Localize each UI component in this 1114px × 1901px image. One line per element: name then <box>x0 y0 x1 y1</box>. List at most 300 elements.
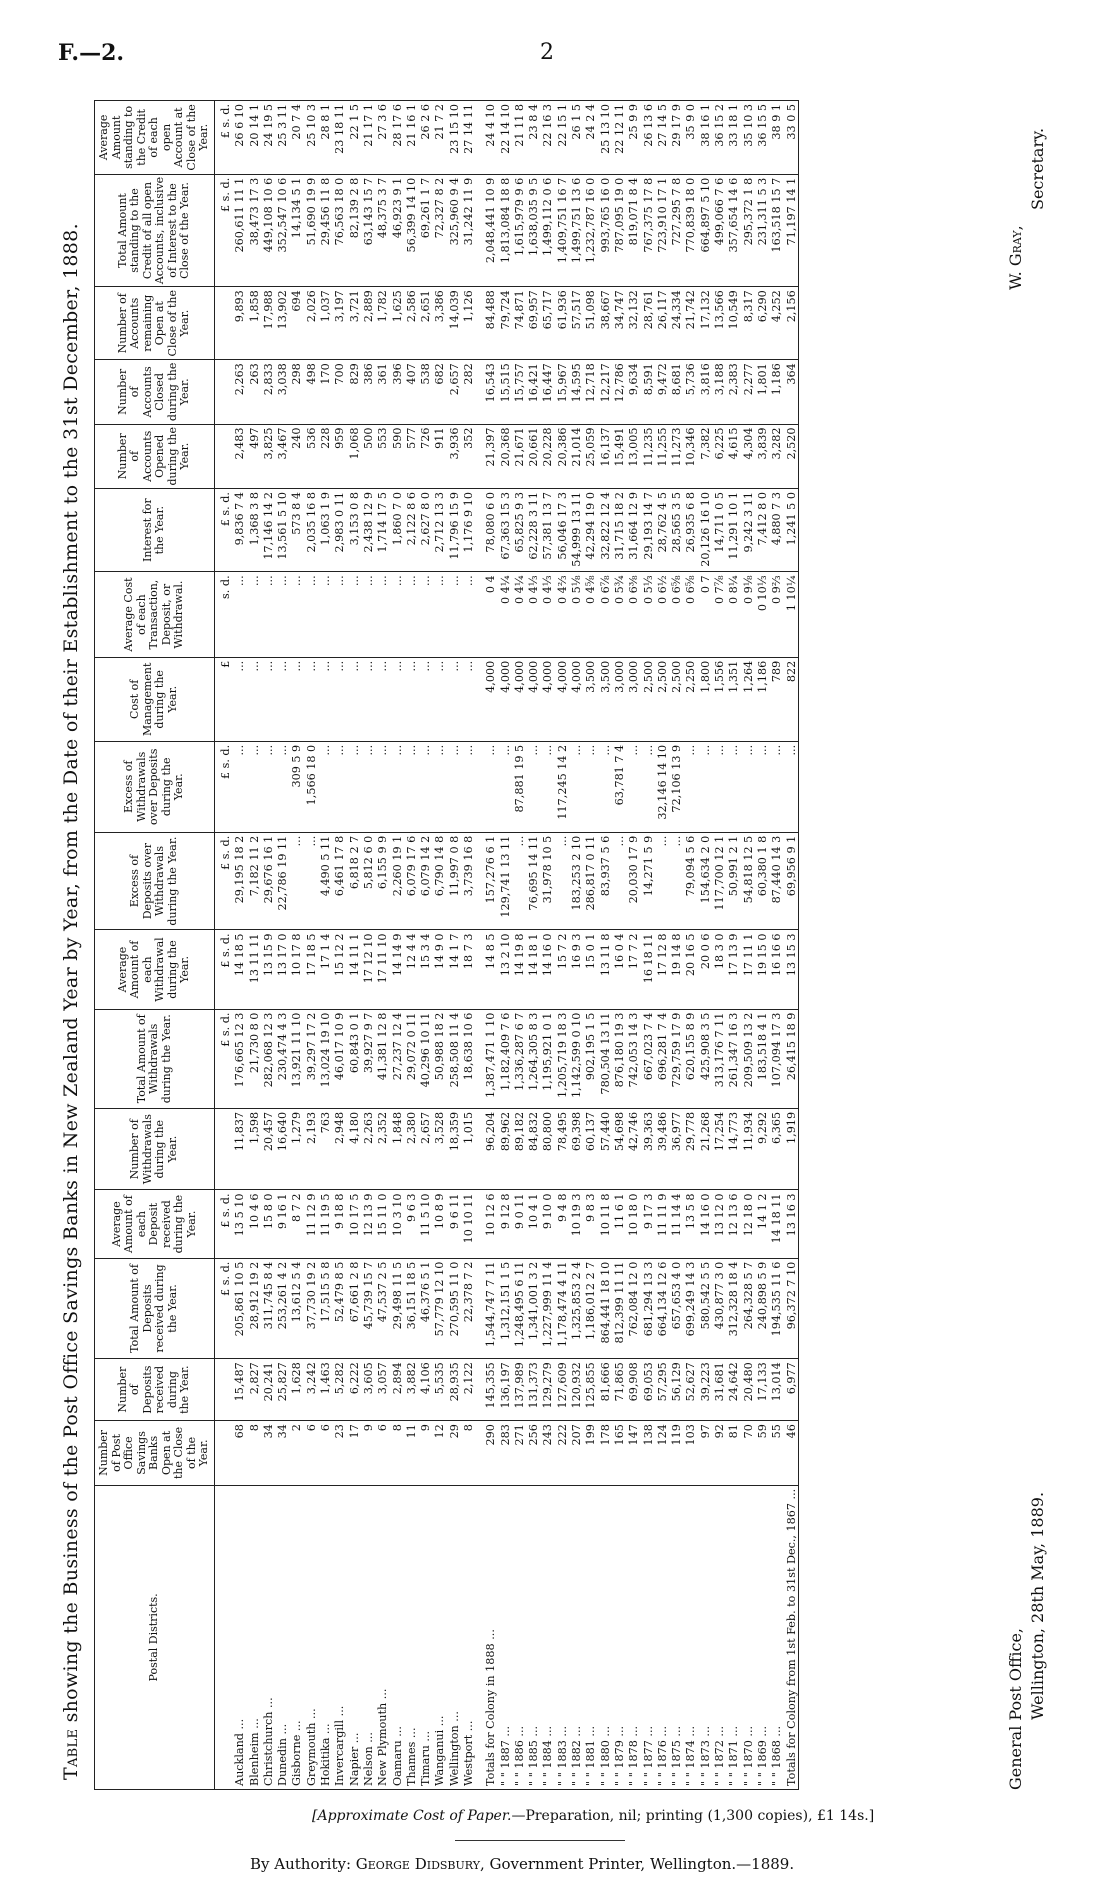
table-cell: 352,547 10 6 <box>276 174 290 286</box>
column-header: Cost of Management during the Year. <box>95 657 215 741</box>
table-cell: 29 <box>447 1421 461 1486</box>
table-cell: £ s. d. <box>214 1258 233 1359</box>
table-cell: 26 13 6 <box>641 101 655 175</box>
year-total-row <box>613 101 627 1790</box>
table-header <box>95 101 215 1790</box>
table-cell: 10 12 6 <box>484 1190 498 1258</box>
table-cell: 78,495 <box>555 1108 569 1190</box>
table-cell: ... <box>684 741 698 832</box>
year-total-row <box>655 101 669 1790</box>
table-cell: 7,412 8 0 <box>755 489 769 572</box>
table-cell: 39,927 9 7 <box>361 1009 375 1108</box>
table-cell: 69,957 <box>527 287 541 360</box>
table-cell: 1 10¼ <box>784 572 799 657</box>
table-cell: 69,908 <box>627 1359 641 1421</box>
table-cell: 2,948 <box>333 1108 347 1190</box>
table-cell: 31,715 18 2 <box>613 489 627 572</box>
table-cell: 26,935 6 8 <box>684 489 698 572</box>
table-cell: 13,566 <box>713 287 727 360</box>
table-cell: 425,908 3 5 <box>698 1009 712 1108</box>
table-cell: 657,653 4 0 <box>670 1258 684 1359</box>
table-cell: 12 18 0 <box>741 1190 755 1258</box>
table-cell: 3,816 <box>698 360 712 424</box>
table-cell: ... <box>404 741 418 832</box>
row-label: " " 1876 ... <box>655 1485 669 1789</box>
table-cell: 70 <box>741 1421 755 1486</box>
table-cell: 24,334 <box>670 287 684 360</box>
table-cell: 12 4 4 <box>404 930 418 1009</box>
table-cell: 11,997 0 8 <box>447 832 461 930</box>
year-total-row <box>713 101 727 1790</box>
year-total-row <box>727 101 741 1790</box>
table-cell: 38,473 17 3 <box>247 174 261 286</box>
table-cell: 10 18 0 <box>627 1190 641 1258</box>
table-cell: 9,634 <box>627 360 641 424</box>
table-cell: ... <box>304 657 318 741</box>
table-cell: 57,381 13 7 <box>541 489 555 572</box>
table-cell: 72,106 13 9 <box>670 741 684 832</box>
table-cell: 396 <box>390 360 404 424</box>
table-cell: 119 <box>670 1421 684 1486</box>
table-cell: 54,818 12 5 <box>741 832 755 930</box>
table-cell: ... <box>361 657 375 741</box>
table-cell: 763 <box>319 1108 333 1190</box>
table-cell: 1,714 17 5 <box>376 489 390 572</box>
table-cell: 3,500 <box>584 657 598 741</box>
table-cell: 129,741 13 11 <box>498 832 512 930</box>
table-cell: 12 <box>433 1421 447 1486</box>
table-cell: 34,747 <box>613 287 627 360</box>
table-cell: ... <box>333 657 347 741</box>
table-cell: 13 5 8 <box>684 1190 698 1258</box>
table-cell: 14 14 9 <box>390 930 404 1009</box>
table-cell: 28,565 3 5 <box>670 489 684 572</box>
table-cell: 4,252 <box>770 287 784 360</box>
table-cell: 2,889 <box>361 287 375 360</box>
table-cell: 11 5 10 <box>419 1190 433 1258</box>
table-cell: £ s. d. <box>214 930 233 1009</box>
table-cell: 2,250 <box>684 657 698 741</box>
authority-rest: , Government Printer, Wellington.—1889. <box>479 1855 795 1873</box>
table-cell: 2,586 <box>404 287 418 360</box>
table-cell: 17 18 5 <box>304 930 318 1009</box>
table-cell: 12,718 <box>584 360 598 424</box>
table-cell: 1,015 <box>462 1108 476 1190</box>
table-cell <box>214 1421 233 1486</box>
table-title-rest: showing the Business of the Post Office Savings Banks in New Zealand Year by Year, from the Date of their Establishment to the 31st December, 1888. <box>60 223 82 1729</box>
table-cell: 17,133 <box>755 1359 769 1421</box>
table-cell: 129,279 <box>541 1359 555 1421</box>
table-cell: 18,638 10 6 <box>462 1009 476 1108</box>
gap-cell <box>476 832 484 930</box>
table-cell: 15 0 1 <box>584 930 598 1009</box>
table-cell <box>214 1359 233 1421</box>
table-cell: 11,934 <box>741 1108 755 1190</box>
table-cell: 4,000 <box>555 657 569 741</box>
row-label: " " 1870 ... <box>741 1485 755 1789</box>
table-cell: ... <box>462 657 476 741</box>
table-cell: 253,261 4 2 <box>276 1258 290 1359</box>
table-cell: ... <box>641 741 655 832</box>
table-cell: 26,415 18 9 <box>784 1009 799 1108</box>
table-cell: 1,782 <box>376 287 390 360</box>
table-cell: 96,204 <box>484 1108 498 1190</box>
table-cell: 27 14 11 <box>462 101 476 175</box>
table-cell: 573 8 4 <box>290 489 304 572</box>
table-cell: 209,509 13 2 <box>741 1009 755 1108</box>
table-cell: ... <box>304 832 318 930</box>
table-cell: 2,035 16 8 <box>304 489 318 572</box>
table-cell: 124 <box>655 1421 669 1486</box>
table-cell: 20,126 16 10 <box>698 489 712 572</box>
row-label: " " 1885 ... <box>527 1485 541 1789</box>
table-cell: 1,186,012 2 7 <box>584 1258 598 1359</box>
table-cell: ... <box>755 741 769 832</box>
table-cell: 15,967 <box>555 360 569 424</box>
table-cell: 3,386 <box>433 287 447 360</box>
table-cell: 4,304 <box>741 424 755 489</box>
table-cell <box>214 1108 233 1190</box>
table-cell: 8,317 <box>741 287 755 360</box>
table-cell: ... <box>555 832 569 930</box>
table-cell: 21,671 <box>512 424 526 489</box>
table-cell: 103 <box>684 1421 698 1486</box>
table-cell: £ s. d. <box>214 174 233 286</box>
table-cell: 67,363 15 3 <box>498 489 512 572</box>
table-cell: ... <box>419 572 433 657</box>
table-cell: 25 9 9 <box>627 101 641 175</box>
table-cell: 22 16 3 <box>541 101 555 175</box>
table-cell: 9 17 3 <box>641 1190 655 1258</box>
table-cell: 264,328 5 7 <box>741 1258 755 1359</box>
table-cell: 667,023 7 4 <box>641 1009 655 1108</box>
table-cell: ... <box>447 657 461 741</box>
table-cell: 117,700 12 1 <box>713 832 727 930</box>
table-cell: 14 1 2 <box>755 1190 769 1258</box>
table-cell: 17 13 9 <box>727 930 741 1009</box>
table-cell: 8,681 <box>670 360 684 424</box>
table-cell: 386 <box>361 360 375 424</box>
table-cell: ... <box>276 741 290 832</box>
table-cell: ... <box>276 572 290 657</box>
table-cell: 17 11 10 <box>376 930 390 1009</box>
table-cell: 25 10 3 <box>304 101 318 175</box>
table-cell: 1,409,751 16 7 <box>555 174 569 286</box>
row-label: Westport ... <box>462 1485 476 1789</box>
district-row <box>361 101 375 1790</box>
table-cell: 24,642 <box>727 1359 741 1421</box>
table-cell: 283 <box>498 1421 512 1486</box>
district-row <box>333 101 347 1790</box>
table-cell: 0 6⅞ <box>598 572 612 657</box>
table-cell: 9,472 <box>655 360 669 424</box>
table-cell: 1,860 7 0 <box>390 489 404 572</box>
table-cell: 207 <box>570 1421 584 1486</box>
table-cell: 1,341,001 3 2 <box>527 1258 541 1359</box>
table-cell: 1,063 1 9 <box>319 489 333 572</box>
table-cell: 87,881 19 5 <box>512 741 526 832</box>
row-label: New Plymouth ... <box>376 1485 390 1789</box>
row-label: Gisborne ... <box>290 1485 304 1789</box>
column-header: Postal Districts. <box>95 1485 215 1789</box>
gap-cell <box>476 1009 484 1108</box>
table-cell: 2,651 <box>419 287 433 360</box>
table-cell: 15,487 <box>233 1359 247 1421</box>
divider-rule <box>455 1840 625 1841</box>
table-cell: 12,786 <box>613 360 627 424</box>
table-cell: 11,273 <box>670 424 684 489</box>
table-cell: 4,000 <box>498 657 512 741</box>
table-cell: 36 15 5 <box>755 101 769 175</box>
table-cell: 8 <box>247 1421 261 1486</box>
table-title-word: Table <box>60 1728 82 1780</box>
table-cell: ... <box>613 832 627 930</box>
table-cell: 15 12 2 <box>333 930 347 1009</box>
table-cell: 13 16 3 <box>784 1190 799 1258</box>
table-cell: 0 9⅔ <box>770 572 784 657</box>
table-cell: 5,812 6 0 <box>361 832 375 930</box>
table-cell: 11,255 <box>655 424 669 489</box>
table-cell: 726 <box>419 424 433 489</box>
table-cell: 309 5 9 <box>290 741 304 832</box>
table-cell: 2,500 <box>670 657 684 741</box>
table-cell: 12,217 <box>598 360 612 424</box>
table-cell: 51,098 <box>584 287 598 360</box>
column-header: Average Cost of each Transaction, Deposit, or Withdrawal. <box>95 572 215 657</box>
office-line-1: General Post Office, <box>1006 1627 1025 1790</box>
table-cell: 2,833 <box>261 360 275 424</box>
table-cell: ... <box>290 657 304 741</box>
table-cell: 1,186 <box>755 657 769 741</box>
table-cell: 1,232,787 16 0 <box>584 174 598 286</box>
table-cell: 0 4⅝ <box>584 572 598 657</box>
table-cell: ... <box>598 741 612 832</box>
table-cell: 14,271 5 9 <box>641 832 655 930</box>
table-cell: 16 0 4 <box>613 930 627 1009</box>
table-cell: 35 9 0 <box>684 101 698 175</box>
row-label <box>214 1485 233 1789</box>
table-cell: 18 3 0 <box>713 930 727 1009</box>
table-cell: £ s. d. <box>214 1190 233 1258</box>
district-row <box>376 101 390 1790</box>
table-cell: 261,347 16 3 <box>727 1009 741 1108</box>
signer-title: Secretary. <box>1028 127 1047 210</box>
initial-period-total-row <box>784 101 799 1790</box>
column-header: Excess of Withdrawals over Deposits during the Year. <box>95 741 215 832</box>
table-cell: 2,277 <box>741 360 755 424</box>
table-cell: 14,039 <box>447 287 461 360</box>
table-cell: 2,657 <box>419 1108 433 1190</box>
table-cell: 15,491 <box>613 424 627 489</box>
table-cell: 54,698 <box>613 1108 627 1190</box>
row-label: " " 1883 ... <box>555 1485 569 1789</box>
table-cell: 681,294 13 3 <box>641 1258 655 1359</box>
table-cell: ... <box>512 832 526 930</box>
table-cell: 31,242 11 9 <box>462 174 476 286</box>
table-cell: 51,690 19 9 <box>304 174 318 286</box>
table-cell: 81,666 <box>598 1359 612 1421</box>
table-cell: 1,499,751 13 6 <box>570 174 584 286</box>
table-cell: 6,461 17 8 <box>333 832 347 930</box>
table-cell: 0 5¾ <box>613 572 627 657</box>
table-cell: 16 16 6 <box>770 930 784 1009</box>
table-cell: 120,932 <box>570 1359 584 1421</box>
gap-cell <box>476 657 484 741</box>
table-cell: 9 <box>361 1421 375 1486</box>
table-cell: 449,108 10 6 <box>261 174 275 286</box>
table-cell: ... <box>361 572 375 657</box>
table-cell: 24 2 4 <box>584 101 598 175</box>
table-cell: 2,712 13 3 <box>433 489 447 572</box>
table-cell: 1,325,853 2 4 <box>570 1258 584 1359</box>
table-cell: 39,486 <box>655 1108 669 1190</box>
table-cell: 14 19 8 <box>512 930 526 1009</box>
table-cell: 6,225 <box>713 424 727 489</box>
table-cell: 21 16 1 <box>404 101 418 175</box>
table-cell: 63,143 15 7 <box>361 174 375 286</box>
row-label: " " 1880 ... <box>598 1485 612 1789</box>
year-total-row <box>598 101 612 1790</box>
printer-authority <box>250 1855 794 1873</box>
table-cell: ... <box>655 832 669 930</box>
gap-cell <box>476 741 484 832</box>
table-cell: 21,014 <box>570 424 584 489</box>
table-cell: ... <box>627 741 641 832</box>
row-label: " " 1868 ... <box>770 1485 784 1789</box>
table-cell: 76,695 14 11 <box>527 832 541 930</box>
year-total-row <box>755 101 769 1790</box>
table-cell: 84,488 <box>484 287 498 360</box>
table-cell: 11,291 10 1 <box>727 489 741 572</box>
table-cell: 69,956 9 1 <box>784 832 799 930</box>
row-label: Nelson ... <box>361 1485 375 1789</box>
table-cell: 81 <box>727 1421 741 1486</box>
table-cell: 9 16 1 <box>276 1190 290 1258</box>
table-cell: 6 <box>319 1421 333 1486</box>
table-cell: 2,627 8 0 <box>419 489 433 572</box>
table-cell: 36,151 18 5 <box>404 1258 418 1359</box>
table-cell: 26 1 5 <box>570 101 584 175</box>
table-cell: ... <box>484 741 498 832</box>
table-cell: 6,977 <box>784 1359 799 1421</box>
year-total-row <box>541 101 555 1790</box>
table-cell: 20 0 6 <box>698 930 712 1009</box>
table-cell: 21,268 <box>698 1108 712 1190</box>
table-cell: 1,387,471 1 10 <box>484 1009 498 1108</box>
table-cell: 3,282 <box>770 424 784 489</box>
table-cell: 3,467 <box>276 424 290 489</box>
table-cell: 10,346 <box>684 424 698 489</box>
table-cell: 2,483 <box>233 424 247 489</box>
table-cell: 67,661 2 8 <box>347 1258 361 1359</box>
table-cell: 1,312,151 1 5 <box>498 1258 512 1359</box>
table-cell: 3,882 <box>404 1359 418 1421</box>
table-cell: 8 7 2 <box>290 1190 304 1258</box>
table-cell: 1,463 <box>319 1359 333 1421</box>
table-cell: 15,515 <box>498 360 512 424</box>
table-cell: 313,176 7 11 <box>713 1009 727 1108</box>
table-cell: 0 6⅜ <box>627 572 641 657</box>
table-cell: 205,861 10 5 <box>233 1258 247 1359</box>
table-cell: 17,146 14 2 <box>261 489 275 572</box>
table-cell: 183,518 4 1 <box>755 1009 769 1108</box>
table-cell: 10 3 10 <box>390 1190 404 1258</box>
table-cell: 959 <box>333 424 347 489</box>
row-label: Wellington ... <box>447 1485 461 1789</box>
row-label: Christchurch ... <box>261 1485 275 1789</box>
table-body <box>214 101 799 1790</box>
table-cell: 39,223 <box>698 1359 712 1421</box>
table-cell: 500 <box>361 424 375 489</box>
column-header-row <box>95 101 215 1790</box>
table-cell: ... <box>247 572 261 657</box>
table-cell: 430,877 3 0 <box>713 1258 727 1359</box>
table-cell: 1,176 9 10 <box>462 489 476 572</box>
table-cell: ... <box>247 657 261 741</box>
table-cell: ... <box>347 657 361 741</box>
table-cell: 14,711 0 5 <box>713 489 727 572</box>
table-cell: 42,746 <box>627 1108 641 1190</box>
table-cell: 1,544,747 7 11 <box>484 1258 498 1359</box>
table-cell: 2,500 <box>655 657 669 741</box>
signer-name: W. Gray, <box>1006 225 1025 290</box>
table-cell: 21,397 <box>484 424 498 489</box>
row-label: " " 1871 ... <box>727 1485 741 1789</box>
column-header: Average Amount standing to the Credit of each open Account at Close of the Year. <box>95 101 215 175</box>
row-label: " " 1869 ... <box>755 1485 769 1789</box>
table-cell: 17 12 8 <box>655 930 669 1009</box>
table-cell: 71,865 <box>613 1359 627 1421</box>
table-cell: 13,005 <box>627 424 641 489</box>
table-cell: 1,566 18 0 <box>304 741 318 832</box>
table-cell: ... <box>419 657 433 741</box>
table-cell: 10 4 6 <box>247 1190 261 1258</box>
table-cell: ... <box>419 741 433 832</box>
table-cell: 14 11 1 <box>347 930 361 1009</box>
table-cell: 17 <box>347 1421 361 1486</box>
row-label: Blenheim ... <box>247 1485 261 1789</box>
table-cell: ... <box>319 741 333 832</box>
table-cell: 14 18 5 <box>233 930 247 1009</box>
year-total-row <box>512 101 526 1790</box>
table-cell: 787,095 19 0 <box>613 174 627 286</box>
table-cell: 2,156 <box>784 287 799 360</box>
column-header: Excess of Deposits over Withdrawals during the Year. <box>95 832 215 930</box>
table-cell: 145,355 <box>484 1359 498 1421</box>
table-cell: 56,399 14 10 <box>404 174 418 286</box>
table-cell: 26,117 <box>655 287 669 360</box>
table-cell: ... <box>304 572 318 657</box>
table-cell: 3,739 16 8 <box>462 832 476 930</box>
table-cell: 5,535 <box>433 1359 447 1421</box>
table-cell: 271 <box>512 1421 526 1486</box>
table-cell: 20,457 <box>261 1108 275 1190</box>
table-cell: ... <box>261 657 275 741</box>
table-cell: £ s. d. <box>214 489 233 572</box>
table-cell: 25,059 <box>584 424 598 489</box>
table-cell: 12 13 9 <box>361 1190 375 1258</box>
table-cell: 15 11 0 <box>376 1190 390 1258</box>
table-cell: 2 <box>290 1421 304 1486</box>
row-label: Auckland ... <box>233 1485 247 1789</box>
table-cell: 1,628 <box>290 1359 304 1421</box>
row-label: " " 1873 ... <box>698 1485 712 1789</box>
district-row <box>419 101 433 1790</box>
table-cell: 13,014 <box>770 1359 784 1421</box>
table-cell: 1,068 <box>347 424 361 489</box>
table-cell: 4,615 <box>727 424 741 489</box>
table-cell: 13,612 5 4 <box>290 1258 304 1359</box>
